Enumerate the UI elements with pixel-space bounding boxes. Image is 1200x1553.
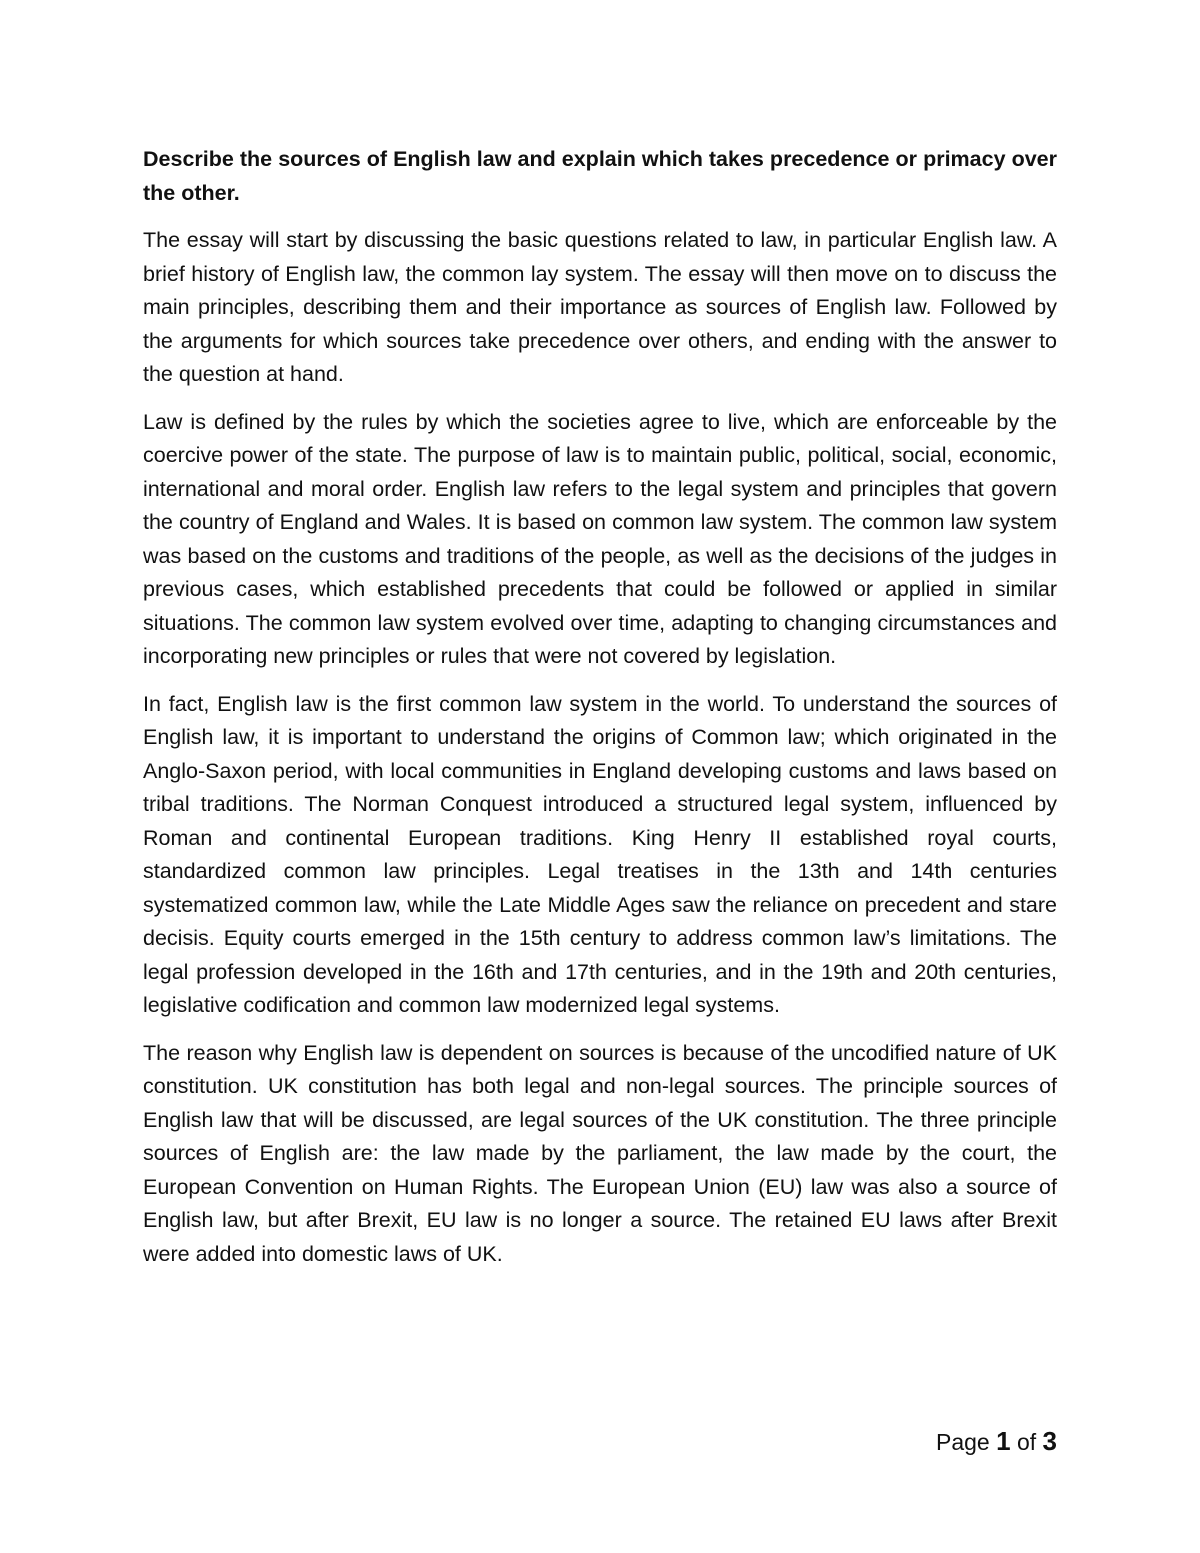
paragraph-definition: Law is defined by the rules by which the societies agree to live, which are enforceable by the coercive power of the state. The purpose of law is to maintain public, political, social, economic, international and moral order. English law refers to the legal system and principles that govern the country of England and Wales. It is based on common law system. The common law system was based on the customs and traditions of the people, as well as the decisions of the judges in previous cases, which established precedents that could be followed or applied in similar situations. The common law system evolved over time, adapting to changing circumstances and incorporating new principles or rules that were not covered by legislation. xyxy=(143,409,1057,668)
paragraph-introduction: The essay will start by discussing the basic questions related to law, in particular English law. A brief history of English law, the common lay system. The essay will then move on to discuss the main principles, describing them and their importance as sources of English law. Followed by the arguments for which sources take precedence over others, and ending with the answer to the question at hand. xyxy=(143,228,1057,386)
document-body xyxy=(143,143,1057,1285)
essay-title: Describe the sources of English law and explain which takes precedence or primacy over the other. xyxy=(143,147,1057,205)
paragraph-history: In fact, English law is the first common law system in the world. To understand the sources of English law, it is important to understand the origins of Common law; which originated in the Anglo-Saxon period, with local communities in England developing customs and laws based on tribal traditions. The Norman Conquest introduced a structured legal system, influenced by Roman and continental European traditions. King Henry II established royal courts, standardized common law principles. Legal treatises in the 13th and 14th centuries systematized common law, while the Late Middle Ages saw the reliance on precedent and stare decisis. Equity courts emerged in the 15th century to address common law’s limitations. The legal profession developed in the 16th and 17th centuries, and in the 19th and 20th centuries, legislative codification and common law modernized legal systems. xyxy=(143,691,1057,1017)
page-word: Page xyxy=(935,1429,990,1455)
total-pages-number: 3 xyxy=(1042,1426,1057,1456)
paragraph-sources: The reason why English law is dependent on sources is because of the uncodified nature of UK constitution. UK constitution has both legal and non-legal sources. The principle sources of English law that will be discussed, are legal sources of the UK constitution. The three principle sources of English are: the law made by the parliament, the law made by the court, the European Convention on Human Rights. The European Union (EU) law was also a source of English law, but after Brexit, EU law is no longer a source. The retained EU laws after Brexit were added into domestic laws of UK. xyxy=(143,1040,1057,1266)
page-number xyxy=(936,1424,1057,1459)
current-page-number: 1 xyxy=(996,1426,1011,1456)
of-word: of xyxy=(1016,1429,1037,1455)
